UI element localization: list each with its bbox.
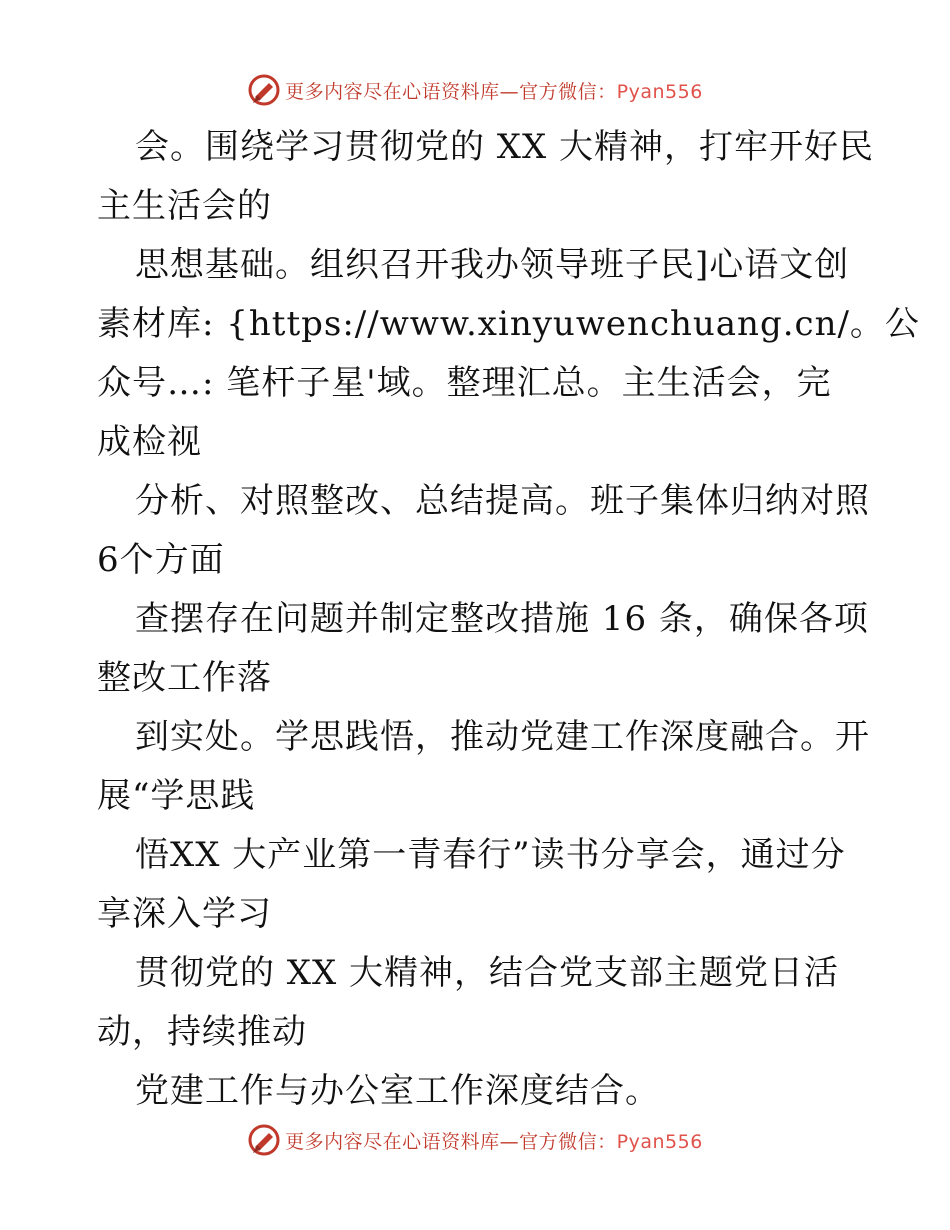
text-line: 查摆存在问题并制定整改措施 16 条，确保各项 (135, 599, 869, 639)
text-line: 会。围绕学习贯彻党的 XX 大精神，打牢开好民 (135, 127, 875, 167)
footer-banner (0, 1120, 950, 1160)
text-line: 整改工作落 (97, 658, 272, 698)
header-banner (0, 70, 950, 110)
text-line: 思想基础。组织召开我办领导班子民]心语文创 (135, 245, 850, 285)
text-line: 主生活会的 (97, 186, 272, 226)
text-line: 展“学思践 (97, 776, 256, 816)
text-line: 到实处。学思践悟，推动党建工作深度融合。开 (135, 717, 870, 757)
text-line: 6个方面 (97, 540, 225, 580)
text-line: 动，持续推动 (97, 1012, 307, 1052)
text-line: 贯彻党的 XX 大精神，结合党支部主题党日活 (135, 953, 840, 993)
text-line: 分析、对照整改、总结提高。班子集体归纳对照 (135, 481, 870, 521)
pen-logo-icon (247, 73, 281, 107)
text-line: 享深入学习 (97, 894, 272, 934)
text-line: 众号…: 笔杆子星'域。整理汇总。主生活会，完 (97, 363, 832, 403)
banner-text: 更多内容尽在心语资料库—官方微信：Pyan556 (285, 80, 703, 103)
text-line: 悟XX 大产业第一青春行”读书分享会，通过分 (135, 835, 846, 875)
text-line: 成检视 (97, 422, 202, 462)
text-line: 党建工作与办公室工作深度结合。 (135, 1071, 660, 1111)
banner-text: 更多内容尽在心语资料库—官方微信：Pyan556 (285, 1130, 703, 1153)
document-body (97, 118, 920, 1121)
text-line: 素材库: {https://www.xinyuwenchuang.cn/。公 (97, 304, 920, 344)
pen-logo-icon (247, 1123, 281, 1157)
